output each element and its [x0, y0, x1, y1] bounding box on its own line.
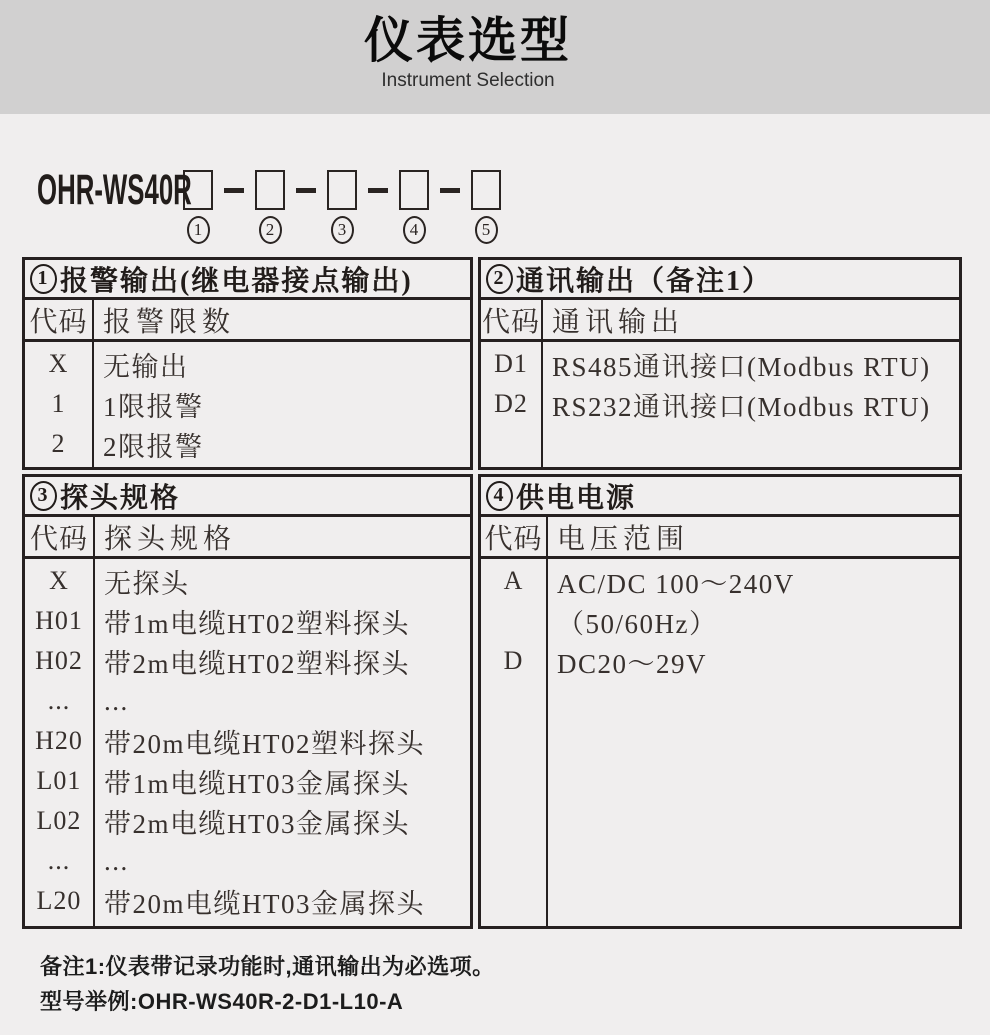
page-header [0, 0, 990, 114]
code-cell: D [503, 646, 524, 675]
code-cell: A [503, 566, 524, 595]
code-cell: L20 [36, 886, 82, 915]
code-cell: X [49, 566, 69, 595]
dash-separator [224, 188, 244, 193]
section-alarm-output [22, 257, 473, 470]
code-column [481, 559, 548, 926]
desc-cell: 无输出 [103, 351, 189, 382]
model-slot-box [327, 170, 357, 210]
model-slot-box [255, 170, 285, 210]
desc-cell: 带2m电缆HT03金属探头 [104, 808, 410, 839]
code-column-header: 代码 [481, 300, 543, 339]
model-position-group [285, 170, 357, 244]
desc-cell: RS485通讯接口(Modbus RTU) [552, 351, 931, 382]
model-code-diagram [37, 165, 990, 244]
model-slot-box [399, 170, 429, 210]
page-subtitle: Instrument Selection [381, 69, 555, 91]
desc-column [94, 342, 470, 467]
code-column-header: 代码 [481, 517, 548, 556]
desc-cell: ... [104, 845, 129, 876]
code-cell: ... [47, 686, 71, 715]
code-cell: D2 [494, 389, 528, 418]
section-number: 4 [486, 481, 513, 511]
desc-cell: RS232通讯接口(Modbus RTU) [552, 391, 931, 422]
section-title: 2 通讯输出（备注1） [481, 260, 959, 300]
desc-column-header: 探头规格 [104, 523, 237, 555]
code-column [25, 342, 94, 467]
desc-cell: DC20～29V [557, 648, 708, 679]
code-cell: L02 [36, 806, 82, 835]
code-cell: H02 [35, 646, 83, 675]
selection-tables [22, 257, 962, 929]
model-positions [183, 170, 501, 244]
page-title: 仪表选型 [363, 14, 572, 68]
dash-separator [368, 188, 388, 193]
note-model-example: 型号举例:OHR-WS40R-2-D1-L10-A [40, 989, 404, 1014]
desc-cell: 1限报警 [103, 391, 204, 422]
code-cell: 2 [51, 429, 66, 458]
desc-cell: 带1m电缆HT03金属探头 [104, 768, 410, 799]
code-column-header: 代码 [25, 517, 95, 556]
section-title: 1 报警输出(继电器接点输出) [25, 260, 470, 300]
model-position-group [357, 170, 429, 244]
code-cell: X [48, 349, 69, 378]
desc-cell: ... [104, 685, 129, 716]
dash-separator [440, 188, 460, 193]
section-number: 1 [30, 264, 57, 294]
section-communication-output [478, 257, 962, 470]
dash-separator [296, 188, 316, 193]
desc-cell: 带20m电缆HT03金属探头 [104, 888, 425, 919]
position-number: 3 [331, 216, 354, 244]
desc-column-header: 电压范围 [557, 523, 690, 555]
desc-cell: 带2m电缆HT02塑料探头 [104, 648, 410, 679]
code-cell: 1 [51, 389, 66, 418]
code-cell [481, 601, 546, 641]
code-cell: ... [47, 846, 71, 875]
position-number: 5 [475, 216, 498, 244]
code-cell: D1 [494, 349, 528, 378]
desc-cell: 带20m电缆HT02塑料探头 [104, 728, 425, 759]
code-cell: H20 [35, 726, 83, 755]
desc-column [95, 559, 470, 926]
desc-column-header: 通讯输出 [552, 306, 685, 338]
desc-cell: AC/DC 100～240V [557, 568, 795, 599]
desc-cell: （50/60Hz） [557, 608, 718, 639]
position-number: 2 [259, 216, 282, 244]
code-cell: L01 [36, 766, 82, 795]
section-number: 3 [30, 481, 57, 511]
desc-column [548, 559, 959, 926]
section-power-supply [478, 474, 962, 929]
note-remark: 备注1:仪表带记录功能时,通讯输出为必选项。 [40, 954, 495, 979]
code-column [25, 559, 95, 926]
desc-cell: 2限报警 [103, 431, 204, 462]
section-title: 3 探头规格 [25, 477, 470, 517]
desc-column-header: 报警限数 [103, 306, 236, 338]
code-column-header: 代码 [25, 300, 94, 339]
desc-cell: 带1m电缆HT02塑料探头 [104, 608, 410, 639]
position-number: 4 [403, 216, 426, 244]
code-cell: H01 [35, 606, 83, 635]
code-column [481, 342, 543, 467]
desc-column [543, 342, 959, 467]
model-prefix: OHR-WS40R [37, 165, 192, 214]
position-number: 1 [187, 216, 210, 244]
section-probe-spec [22, 474, 473, 929]
footnotes [40, 949, 990, 1019]
model-slot-box [471, 170, 501, 210]
section-number: 2 [486, 264, 513, 294]
model-position-group [213, 170, 285, 244]
desc-cell: 无探头 [104, 568, 190, 599]
section-title: 4 供电电源 [481, 477, 959, 517]
model-position-group [429, 170, 501, 244]
